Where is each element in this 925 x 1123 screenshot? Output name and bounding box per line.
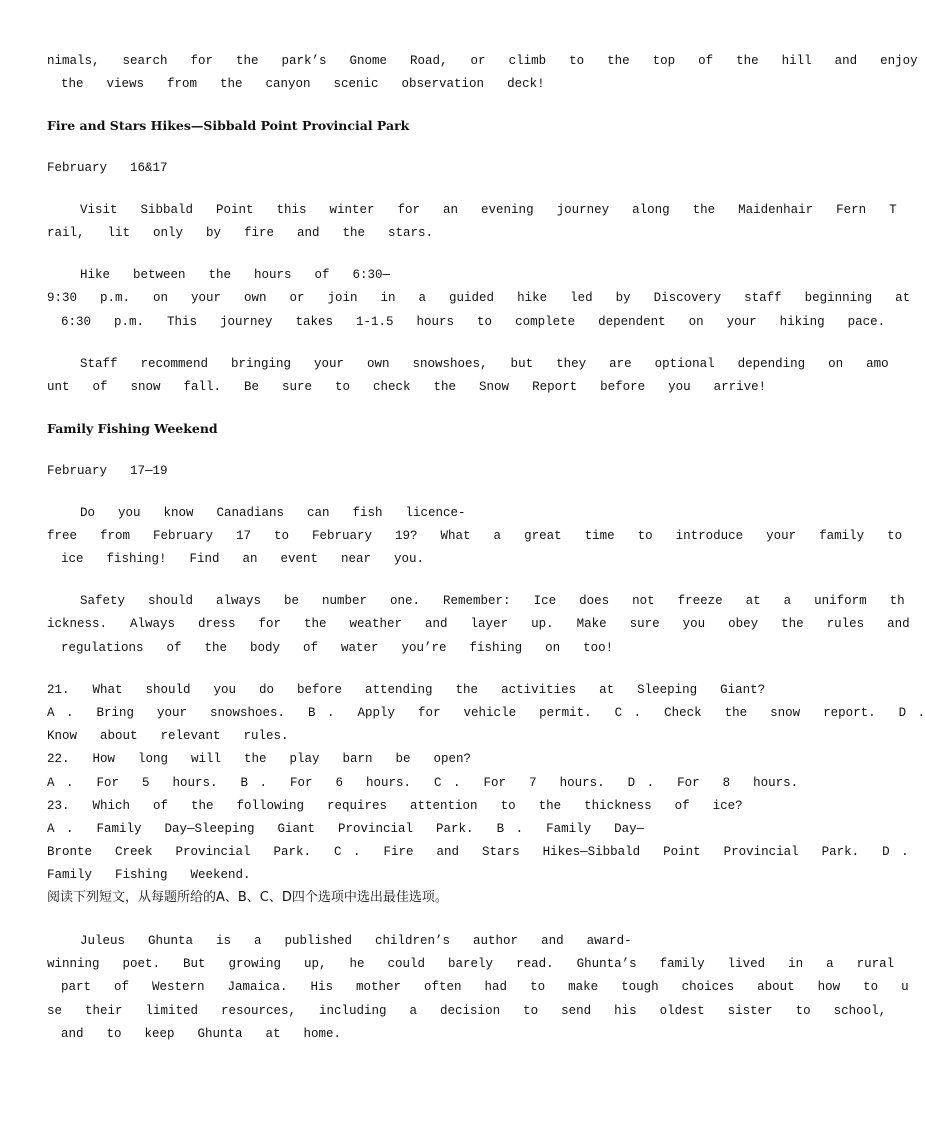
question-21-options: A . Bring your snowshoes. B . Apply for vehicle permit. C . Check the snow report. D . <box>47 706 925 720</box>
question-22: 22. How long will the play barn be open? <box>47 752 472 766</box>
paragraph-line: regulations of the body of water you’re fishing on too! <box>61 641 614 655</box>
question-22-options: A . For 5 hours. B . For 6 hours. C . For 7 hours. D . For 8 hours. <box>47 776 799 790</box>
paragraph-line: Staff recommend bringing your own snowshoes, but they are optional depending on amo <box>80 357 889 371</box>
paragraph-line: ice fishing! Find an event near you. <box>61 552 425 566</box>
paragraph-line: free from February 17 to February 19? What a great time to introduce your family to <box>47 529 903 543</box>
paragraph-line: 6:30 p.m. This journey takes 1-1.5 hours to complete dependent on your hiking pace. <box>61 315 886 329</box>
paragraph-line: ickness. Always dress for the weather and layer up. Make sure you obey the rules and <box>47 617 910 631</box>
passage-line: and to keep Ghunta at home. <box>61 1027 342 1041</box>
paragraph-line: Visit Sibbald Point this winter for an evening journey along the Maidenhair Fern T <box>80 203 897 217</box>
paragraph-line: rail, lit only by fire and the stars. <box>47 226 434 240</box>
section-heading-fire-stars: Fire and Stars Hikes—Sibbald Point Provincial Park <box>47 118 410 133</box>
paragraph-line: Do you know Canadians can fish licence- <box>80 506 466 520</box>
paragraph-line: Hike between the hours of 6:30— <box>80 268 391 282</box>
passage-line: se their limited resources, including a decision to send his oldest sister to school, <box>47 1004 887 1018</box>
paragraph-line: 9:30 p.m. on your own or join in a guided hike led by Discovery staff beginning at <box>47 291 911 305</box>
section-heading-fishing: Family Fishing Weekend <box>47 421 218 436</box>
intro-line: nimals, search for the park’s Gnome Road, or climb to the top of the hill and enjoy <box>47 54 918 68</box>
intro-line: the views from the canyon scenic observation deck! <box>61 77 545 91</box>
question-23-options: Bronte Creek Provincial Park. C . Fire and Stars Hikes—Sibbald Point Provincial Park. D . <box>47 845 909 859</box>
event-date: February 16&17 <box>47 161 168 175</box>
paragraph-line: unt of snow fall. Be sure to check the Snow Report before you arrive! <box>47 380 767 394</box>
question-21: 21. What should you do before attending the activities at Sleeping Giant? <box>47 683 766 697</box>
passage-line: winning poet. But growing up, he could barely read. Ghunta’s family lived in a rural <box>47 957 895 971</box>
question-21-options: Know about relevant rules. <box>47 729 289 743</box>
passage-line: part of Western Jamaica. His mother often had to make tough choices about how to u <box>61 980 909 994</box>
question-23-options: Family Fishing Weekend. <box>47 868 251 882</box>
question-23: 23. Which of the following requires attention to the thickness of ice? <box>47 799 743 813</box>
question-23-options: A . Family Day—Sleeping Giant Provincial Park. B . Family Day— <box>47 822 645 836</box>
passage-line: Juleus Ghunta is a published children’s author and award- <box>80 934 632 948</box>
event-date: February 17—19 <box>47 464 168 478</box>
paragraph-line: Safety should always be number one. Remember: Ice does not freeze at a uniform th <box>80 594 905 608</box>
section-instruction: 阅读下列短文，从每题所给的A、B、C、D四个选项中选出最佳选项。 <box>47 890 448 905</box>
